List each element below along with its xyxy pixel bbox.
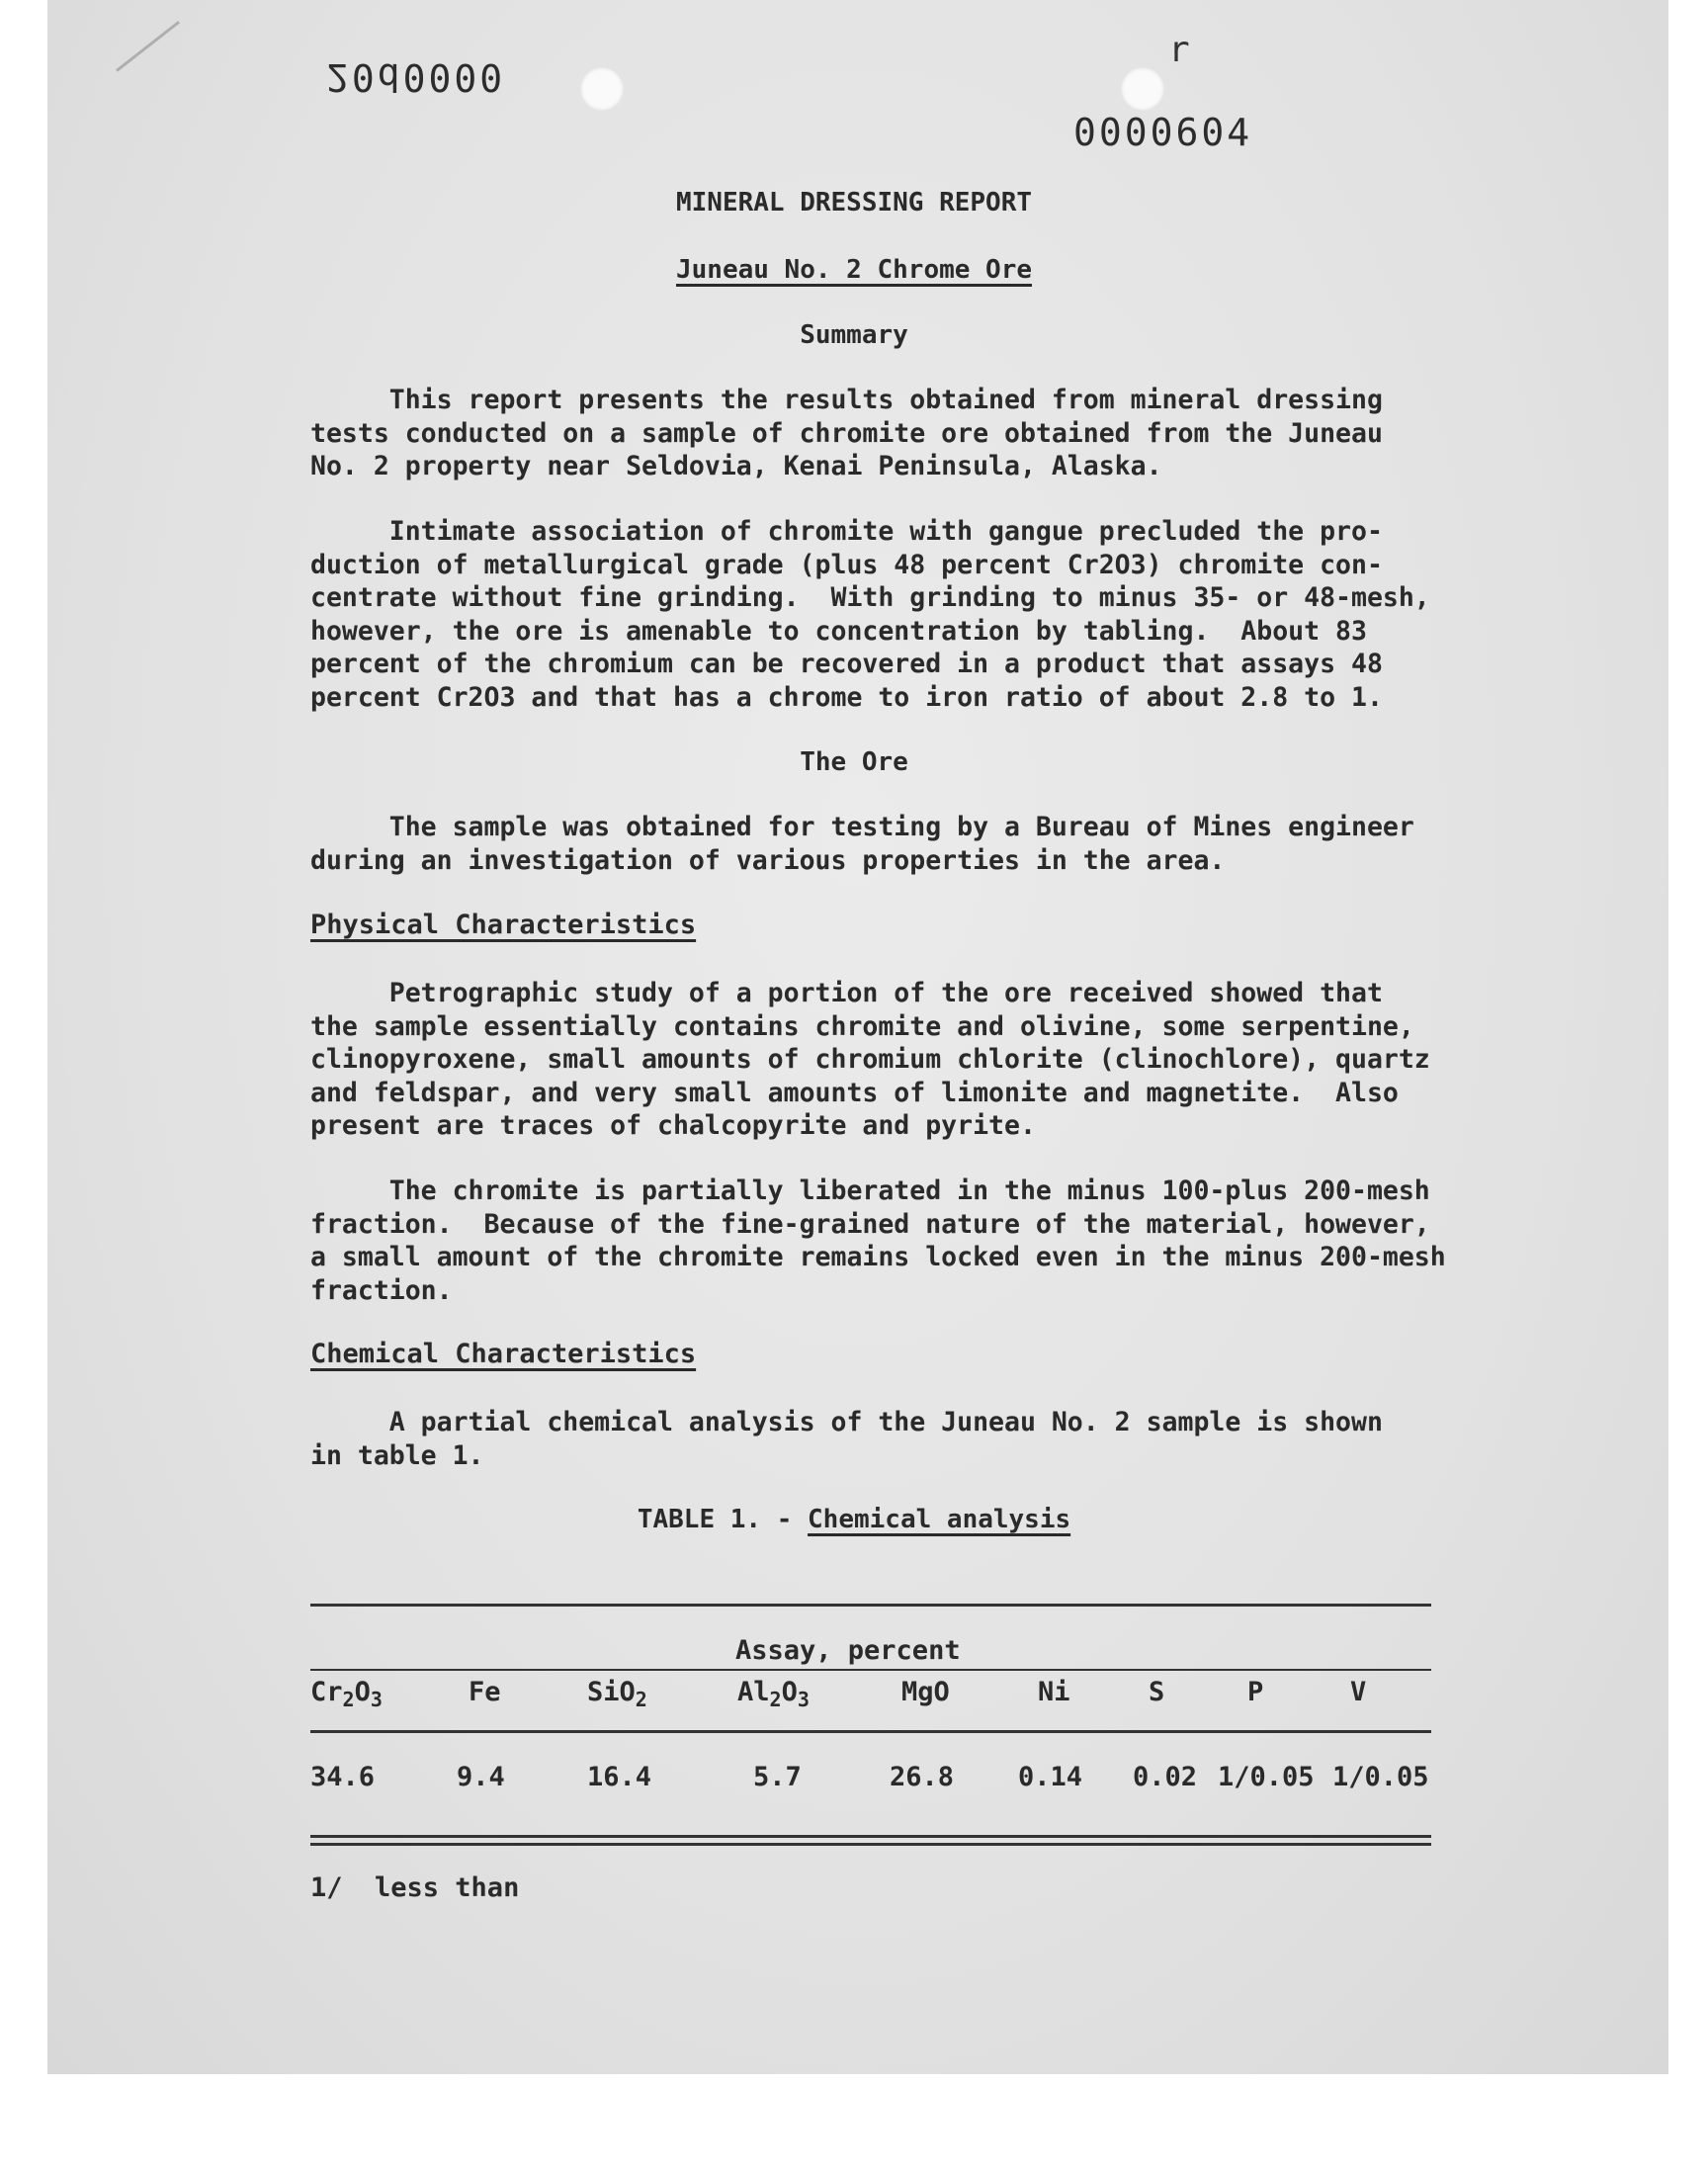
summary-heading: Summary (800, 320, 908, 350)
table-cell: 26.8 (890, 1762, 955, 1792)
physical-paragraph-2 (310, 1174, 1496, 1307)
column-header-text: S (1149, 1677, 1165, 1707)
ore-paragraph (310, 811, 1496, 877)
text-line: duction of metallurgical grade (plus 48 percent Cr2O3) chromite con- (310, 549, 1383, 580)
table-cell: 0.02 (1133, 1762, 1198, 1792)
text-line: centrate without fine grinding. With grinding to minus 35- or 48-mesh, (310, 582, 1430, 613)
column-header-text: Fe (469, 1677, 501, 1707)
chemical-heading-text: Chemical Characteristics (310, 1339, 697, 1369)
column-header (1038, 1677, 1070, 1707)
header-bottom-rule (310, 1730, 1431, 1733)
text-line: No. 2 property near Seldovia, Kenai Peninsula, Alaska. (310, 451, 1162, 481)
physical-heading (310, 910, 696, 940)
text-line: however, the ore is amenable to concentration by tabling. About 83 (310, 615, 1367, 647)
text-line: and feldspar, and very small amounts of limonite and magnetite. Also (310, 1077, 1399, 1108)
table-bottom-rule-1 (310, 1835, 1431, 1838)
text-line: in table 1. (310, 1439, 484, 1471)
column-header-text: Ni (1038, 1677, 1070, 1707)
table-cell: 16.4 (587, 1762, 652, 1792)
text-line: Petrographic study of a portion of the ore received showed that (310, 978, 1383, 1008)
column-header (1247, 1677, 1263, 1707)
text-line: The sample was obtained for testing by a Bureau of Mines engineer (310, 812, 1414, 842)
table-cell: 1/0.05 (1218, 1762, 1315, 1792)
group-header-rule (310, 1669, 1431, 1671)
text-line: fraction. (310, 1274, 453, 1306)
text-line: Intimate association of chromite with gangue precluded the pro- (310, 516, 1383, 547)
table-bottom-rule-2 (310, 1843, 1431, 1846)
text-line: A partial chemical analysis of the Juneau No. 2 sample is shown (310, 1407, 1383, 1437)
column-header (901, 1677, 950, 1707)
report-title: MINERAL DRESSING REPORT (675, 188, 1033, 218)
column-header (310, 1677, 383, 1711)
column-header-text: P (1247, 1677, 1264, 1707)
column-header-text: Al (737, 1677, 770, 1707)
corner-mark: r (1168, 30, 1190, 70)
summary-paragraph-2 (310, 515, 1496, 714)
ore-heading: The Ore (800, 747, 908, 777)
table-footnote: 1/ less than (310, 1872, 520, 1903)
text-line: fraction. Because of the fine-grained nature of the material, however, (310, 1208, 1430, 1240)
table-cell: 9.4 (457, 1762, 505, 1792)
column-header-subscript: 2 (635, 1688, 647, 1711)
column-header (1350, 1677, 1366, 1707)
column-header-subscript: 3 (370, 1688, 383, 1711)
text-line: during an investigation of various properties in the area. (310, 844, 1226, 876)
assay-group-header: Assay, percent (735, 1635, 961, 1666)
table-cell: 5.7 (753, 1762, 802, 1792)
document-stamp-number: 0000604 (1073, 111, 1253, 154)
text-line: This report presents the results obtained from mineral dressing (310, 385, 1383, 415)
summary-paragraph-1 (310, 384, 1496, 483)
column-header-text: O (781, 1677, 798, 1707)
column-header (469, 1677, 501, 1707)
column-header (587, 1677, 647, 1711)
text-line: percent Cr2O3 and that has a chrome to iron ratio of about 2.8 to 1. (310, 681, 1383, 713)
column-header-text: SiO (587, 1677, 636, 1707)
chemical-heading (310, 1339, 696, 1369)
table-cell: 1/0.05 (1332, 1762, 1429, 1792)
text-line: The chromite is partially liberated in the minus 100-plus 200-mesh (310, 1175, 1430, 1206)
table-cell: 34.6 (310, 1762, 376, 1792)
chemical-paragraph (310, 1406, 1496, 1472)
column-header-subscript: 3 (797, 1688, 810, 1711)
text-line: present are traces of chalcopyrite and pyrite. (310, 1110, 1036, 1141)
column-header (1149, 1677, 1164, 1707)
column-header-text: MgO (901, 1677, 950, 1707)
text-line: a small amount of the chromite remains locked even in the minus 200-mesh (310, 1242, 1446, 1272)
column-header-subscript: 2 (342, 1688, 355, 1711)
text-line: percent of the chromium can be recovered in a product that assays 48 (310, 649, 1383, 679)
report-subject (0, 255, 1708, 285)
text-line: clinopyroxene, small amounts of chromium chlorite (clinochlore), quartz (310, 1044, 1430, 1075)
text-line: tests conducted on a sample of chromite ore obtained from the Juneau (310, 417, 1383, 449)
mirrored-stamp-number: 20d0000 (326, 55, 506, 99)
table-title-text: Chemical analysis (808, 1505, 1071, 1534)
table-title (0, 1505, 1708, 1534)
table-top-rule (310, 1604, 1431, 1607)
table-cell: 0.14 (1018, 1762, 1083, 1792)
physical-heading-text: Physical Characteristics (310, 910, 697, 940)
table-title-prefix: TABLE 1. - (637, 1505, 809, 1534)
text-line: the sample essentially contains chromite and olivine, some serpentine, (310, 1010, 1414, 1042)
column-header (737, 1677, 810, 1711)
punch-hole-right (1121, 67, 1164, 111)
punch-hole-left (580, 67, 624, 111)
physical-paragraph-1 (310, 977, 1496, 1143)
column-header-subscript: 2 (769, 1688, 782, 1711)
column-header-text: O (354, 1677, 371, 1707)
column-header-text: Cr (310, 1677, 343, 1707)
report-subject-text: Juneau No. 2 Chrome Ore (675, 255, 1033, 285)
column-header-text: V (1350, 1677, 1367, 1707)
